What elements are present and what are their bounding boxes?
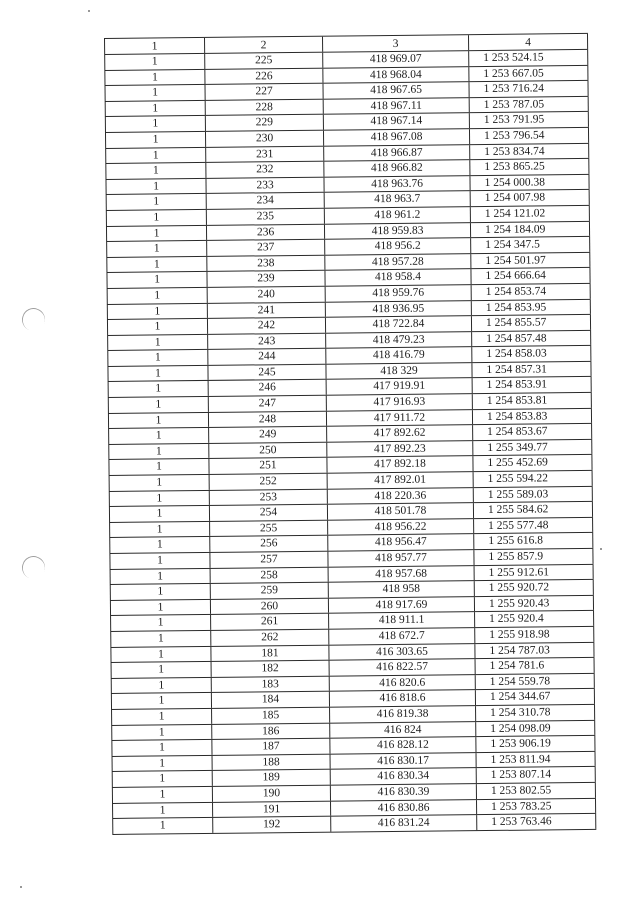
column-header: 2 [204, 37, 322, 53]
punch-hole-mark [19, 553, 48, 582]
table-cell: 418 917.69 [328, 597, 474, 613]
table-cell: 259 [210, 583, 328, 599]
table-cell: 1 [111, 693, 211, 709]
table-cell: 418 961.2 [324, 207, 470, 223]
table-cell: 1 255 912.61 [474, 564, 594, 580]
table-cell: 1 254 853.95 [471, 299, 591, 315]
table-cell: 418 966.87 [323, 145, 469, 161]
table-cell: 416 830.34 [330, 768, 476, 784]
table-cell: 1 254 000.38 [469, 175, 589, 191]
table-cell: 1 [106, 257, 206, 273]
table-cell: 225 [204, 53, 322, 69]
table-cell: 240 [207, 287, 325, 303]
table-cell: 1 [109, 491, 209, 507]
table-cell: 1 255 920.4 [474, 611, 594, 627]
table-cell: 418 957.77 [327, 550, 473, 566]
table-cell: 418 957.68 [328, 566, 474, 582]
table-cell: 258 [210, 567, 328, 583]
table-cell: 1 [111, 678, 211, 694]
table-cell: 418 958.4 [324, 269, 470, 285]
table-cell: 1 [112, 756, 212, 772]
table-cell: 418 722.84 [325, 316, 471, 332]
table-cell: 416 819.38 [329, 706, 475, 722]
table-cell: 1 [105, 85, 205, 101]
table-cell: 1 254 853.83 [472, 409, 592, 425]
table-cell: 1 254 347.5 [470, 237, 590, 253]
table-cell: 1 255 584.62 [473, 502, 593, 518]
table-cell: 1 253 787.05 [469, 97, 589, 113]
table-cell: 235 [206, 209, 324, 225]
table-cell: 229 [205, 115, 323, 131]
table-cell: 418 958 [328, 581, 474, 597]
table-cell: 1 [108, 428, 208, 444]
table-cell: 1 254 858.03 [471, 346, 591, 362]
table-cell: 417 892.18 [326, 457, 472, 473]
table-cell: 418 967.65 [322, 82, 468, 98]
table-cell: 183 [211, 676, 329, 692]
table-cell: 1 [107, 366, 207, 382]
table-cell: 190 [212, 786, 330, 802]
table-cell: 417 892.01 [327, 472, 473, 488]
table-cell: 1 [107, 335, 207, 351]
table-cell: 1 254 853.74 [471, 284, 591, 300]
table-cell: 418 672.7 [328, 628, 474, 644]
table-cell: 1 [109, 506, 209, 522]
table-cell: 1 [104, 70, 204, 86]
table-cell: 192 [212, 817, 330, 833]
table-cell: 186 [211, 723, 329, 739]
table-cell: 1 255 920.43 [474, 596, 594, 612]
table-cell: 1 253 791.95 [469, 112, 589, 128]
table-cell: 1 253 802.55 [476, 783, 596, 799]
punch-hole-mark [19, 305, 48, 334]
table-cell: 237 [206, 240, 324, 256]
coordinates-table [104, 33, 596, 835]
column-header: 4 [468, 34, 588, 50]
table-cell: 418 967.08 [323, 129, 469, 145]
table-cell: 249 [208, 427, 326, 443]
table-cell: 252 [209, 474, 327, 490]
table-cell: 418 936.95 [325, 301, 471, 317]
table-cell: 1 [105, 116, 205, 132]
table-cell: 418 963.76 [323, 176, 469, 192]
table-cell: 1 [107, 350, 207, 366]
table-cell: 255 [209, 521, 327, 537]
table-cell: 418 959.83 [324, 223, 470, 239]
table-cell: 1 253 906.19 [475, 736, 595, 752]
table-cell: 417 916.93 [326, 394, 472, 410]
table-cell: 1 255 577.48 [473, 518, 593, 534]
table-cell: 1 [107, 303, 207, 319]
table-cell: 1 [110, 584, 210, 600]
table-cell: 1 [105, 163, 205, 179]
table-cell: 1 [112, 771, 212, 787]
table-cell: 244 [207, 349, 325, 365]
table-cell: 185 [211, 708, 329, 724]
table-cell: 1 [110, 600, 210, 616]
table-cell: 1 [106, 194, 206, 210]
table-cell: 418 220.36 [327, 488, 473, 504]
table-cell: 1 254 310.78 [475, 705, 595, 721]
table-cell: 261 [210, 614, 328, 630]
table-cell: 254 [209, 505, 327, 521]
table-cell: 1 [112, 787, 212, 803]
table-cell: 1 254 857.31 [471, 362, 591, 378]
table-cell: 418 967.14 [323, 114, 469, 130]
table-cell: 1 255 589.03 [473, 487, 593, 503]
scan-speck [600, 548, 602, 550]
table-cell: 234 [206, 193, 324, 209]
table-cell: 231 [205, 146, 323, 162]
table-cell: 416 820.6 [329, 675, 475, 691]
table-cell: 1 254 121.02 [470, 206, 590, 222]
table-cell: 1 254 781.6 [475, 658, 595, 674]
table-cell: 1 [106, 225, 206, 241]
table-cell: 188 [212, 754, 330, 770]
table-cell: 418 329 [325, 363, 471, 379]
table-cell: 230 [205, 131, 323, 147]
table-cell: 189 [212, 770, 330, 786]
table-cell: 226 [204, 68, 322, 84]
table-cell: 182 [211, 661, 329, 677]
table-cell: 416 824 [329, 722, 475, 738]
table-cell: 417 892.23 [326, 441, 472, 457]
table-cell: 418 479.23 [325, 332, 471, 348]
table-cell: 1 255 918.98 [474, 627, 594, 643]
table-cell: 243 [207, 333, 325, 349]
table-cell: 1 [110, 631, 210, 647]
table-cell: 247 [208, 396, 326, 412]
table-cell: 1 [105, 179, 205, 195]
table-cell: 1 [108, 381, 208, 397]
table-cell: 1 [106, 210, 206, 226]
table-cell: 418 956.22 [327, 519, 473, 535]
table-cell: 1 [105, 148, 205, 164]
table-cell: 418 911.1 [328, 613, 474, 629]
table-cell: 1 254 857.48 [471, 331, 591, 347]
table-cell: 1 [106, 272, 206, 288]
table-cell: 1 [111, 709, 211, 725]
table-body [104, 50, 596, 835]
table-cell: 1 [112, 818, 212, 834]
table-cell: 1 [108, 459, 208, 475]
table-cell: 416 830.39 [330, 784, 476, 800]
table-cell: 1 254 344.67 [475, 689, 595, 705]
table-cell: 417 919.91 [326, 379, 472, 395]
table-cell: 416 830.17 [330, 753, 476, 769]
table-cell: 1 253 667.05 [468, 66, 588, 82]
table-cell: 417 892.62 [326, 425, 472, 441]
table-cell: 181 [210, 645, 328, 661]
table-cell: 416 830.86 [330, 800, 476, 816]
table-cell: 1 [107, 288, 207, 304]
table-cell: 1 254 184.09 [470, 221, 590, 237]
table-cell: 227 [204, 84, 322, 100]
table-cell: 1 [112, 802, 212, 818]
table-cell: 1 [107, 319, 207, 335]
table-cell: 253 [209, 489, 327, 505]
table-cell: 418 956.2 [324, 238, 470, 254]
table-cell: 418 959.76 [325, 285, 471, 301]
table-cell: 418 968.04 [322, 67, 468, 83]
table-cell: 1 [109, 475, 209, 491]
table-cell: 418 969.07 [322, 51, 468, 67]
table-cell: 257 [209, 552, 327, 568]
table-cell: 256 [209, 536, 327, 552]
table-cell: 232 [205, 162, 323, 178]
table-cell: 1 255 594.22 [473, 471, 593, 487]
table-cell: 1 [111, 740, 211, 756]
table-cell: 1 253 524.15 [468, 50, 588, 66]
table-cell: 1 [109, 537, 209, 553]
table-cell: 242 [207, 318, 325, 334]
scan-speck [20, 886, 22, 888]
table-cell: 1 [111, 724, 211, 740]
table-cell: 1 253 796.54 [469, 128, 589, 144]
table-cell: 1 254 007.98 [470, 190, 590, 206]
table-cell: 1 [110, 646, 210, 662]
table-cell: 262 [210, 630, 328, 646]
table-cell: 418 416.79 [325, 347, 471, 363]
table-cell: 416 818.6 [329, 690, 475, 706]
table-cell: 1 [110, 615, 210, 631]
table-cell: 1 255 616.8 [473, 533, 593, 549]
table-cell: 241 [207, 302, 325, 318]
table-cell: 1 254 853.91 [472, 377, 592, 393]
table-cell: 236 [206, 224, 324, 240]
table-cell: 1 [108, 444, 208, 460]
table-cell: 1 254 098.09 [475, 720, 595, 736]
table-cell: 239 [206, 271, 324, 287]
table-cell: 251 [208, 458, 326, 474]
table-cell: 1 253 783.25 [476, 798, 596, 814]
table-cell: 418 957.28 [324, 254, 470, 270]
table-cell: 1 [108, 413, 208, 429]
scan-speck [88, 10, 90, 12]
table-cell: 238 [206, 255, 324, 271]
table-cell: 191 [212, 801, 330, 817]
table-cell: 418 966.82 [323, 160, 469, 176]
table-cell: 1 253 807.14 [476, 767, 596, 783]
table-cell: 1 [106, 241, 206, 257]
table-cell: 260 [210, 598, 328, 614]
table-cell: 246 [208, 380, 326, 396]
column-header: 3 [322, 35, 468, 52]
table-cell: 416 303.65 [328, 644, 474, 660]
table-cell: 1 254 787.03 [474, 642, 594, 658]
table-cell: 418 501.78 [327, 503, 473, 519]
table-cell: 1 [104, 54, 204, 70]
table-cell: 1 253 716.24 [468, 81, 588, 97]
table-cell: 1 [105, 132, 205, 148]
table-cell: 1 [110, 569, 210, 585]
table-cell: 250 [208, 443, 326, 459]
table-cell: 1 [109, 553, 209, 569]
table-cell: 1 253 763.46 [476, 814, 596, 830]
table-cell: 417 911.72 [326, 410, 472, 426]
table-cell: 1 [108, 397, 208, 413]
table-cell: 1 254 855.57 [471, 315, 591, 331]
table-cell: 228 [205, 99, 323, 115]
table-cell: 1 254 501.97 [470, 253, 590, 269]
table-cell: 418 967.11 [323, 98, 469, 114]
table-cell: 1 [111, 662, 211, 678]
table-cell: 1 253 865.25 [469, 159, 589, 175]
table-cell: 184 [211, 692, 329, 708]
table-cell: 1 254 853.67 [472, 424, 592, 440]
table-cell: 1 253 834.74 [469, 143, 589, 159]
table-cell: 1 255 452.69 [472, 455, 592, 471]
table-cell: 416 822.57 [329, 659, 475, 675]
column-header: 1 [104, 38, 204, 54]
table-cell: 418 956.47 [327, 535, 473, 551]
table-cell: 1 254 853.81 [472, 393, 592, 409]
table-cell: 416 828.12 [329, 737, 475, 753]
table-cell: 187 [211, 739, 329, 755]
table-cell: 416 831.24 [330, 815, 476, 831]
table-cell: 1 254 559.78 [475, 674, 595, 690]
table-cell: 418 963.7 [324, 192, 470, 208]
table-cell: 1 [109, 522, 209, 538]
table-cell: 248 [208, 411, 326, 427]
table-cell: 1 254 666.64 [470, 268, 590, 284]
table-cell: 1 255 920.72 [474, 580, 594, 596]
table-cell: 1 255 857.9 [473, 549, 593, 565]
table-cell: 233 [205, 177, 323, 193]
table-cell: 1 [105, 101, 205, 117]
table-cell: 245 [207, 365, 325, 381]
table-cell: 1 253 811.94 [476, 752, 596, 768]
table-cell: 1 255 349.77 [472, 440, 592, 456]
